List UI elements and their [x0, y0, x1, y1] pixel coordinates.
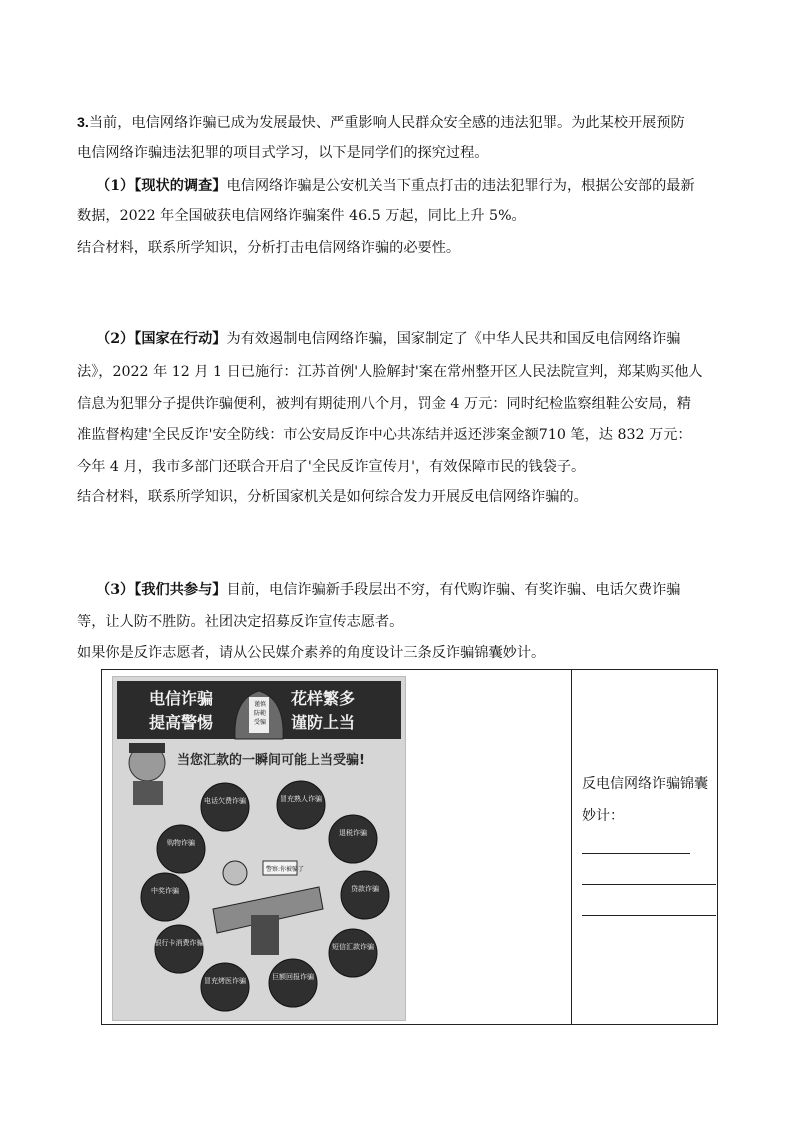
answer-label-1: 反电信网络诈骗锦囊 — [582, 776, 708, 792]
svg-text:谨慎: 谨慎 — [254, 701, 267, 708]
part3-task: 如果你是反诈志愿者，请从公民媒介素养的角度设计三条反诈骗锦囊妙计。 — [77, 645, 546, 661]
part1-line-2: 数据，2022 年全国破获电信网络诈骗案件 46.5 万起，同比上升 5%。 — [77, 208, 526, 224]
svg-text:银行卡消费诈骗: 银行卡消费诈骗 — [154, 939, 204, 947]
poster-banner: 当您汇款的一瞬间可能上当受骗! — [177, 753, 365, 768]
table-divider — [571, 669, 572, 1025]
answer-blank-2[interactable] — [582, 884, 716, 885]
part1-task: 结合材料，联系所学知识，分析打击电信网络诈骗的必要性。 — [77, 240, 461, 256]
part2-text-1: 为有效遏制电信网络诈骗，国家制定了《中华人民共和国反电信网络诈骗 — [226, 331, 681, 347]
part3-label: （3）【我们共参与】 — [96, 582, 227, 598]
part3-text-1: 目前，电信诈骗新手段层出不穷，有代购诈骗、有奖诈骗、电话欠费诈骗 — [226, 582, 681, 598]
part2-task: 结合材料，联系所学知识，分析国家机关是如何综合发力开展反电信网络诈骗的。 — [77, 489, 588, 505]
part3-line-1 — [96, 580, 680, 600]
svg-text:退税诈骗: 退税诈骗 — [339, 829, 367, 837]
svg-text:冒充熟人诈骗: 冒充熟人诈骗 — [280, 795, 322, 803]
part2-line-2: 法》，2022 年 12 月 1 日已施行：江苏首例'人脸解封'案在常州整开区人民法院宣判，郑某购买他人 — [77, 364, 703, 380]
answer-label-2: 妙计： — [582, 808, 624, 824]
poster-title-left-2: 提高警惕 — [149, 713, 214, 732]
svg-text:受骗: 受骗 — [254, 719, 267, 726]
question-number: 3. — [77, 115, 89, 131]
answer-blank-1[interactable] — [582, 853, 690, 854]
anti-fraud-poster-image — [112, 676, 406, 1021]
question-intro-text: 当前，电信网络诈骗已成为发展最快、严重影响人民群众安全感的违法犯罪。为此某校开展预防 — [88, 115, 685, 131]
part2-line-1 — [96, 329, 680, 349]
svg-text:购物诈骗: 购物诈骗 — [167, 839, 195, 847]
part1-text-1: 电信网络诈骗是公安机关当下重点打击的违法犯罪行为，根据公安部的最新 — [226, 178, 695, 194]
poster-title-left-1: 电信诈骗 — [149, 689, 214, 708]
part2-line-3: 信息为犯罪分子提供诈骗便利，被判有期徒刑八个月，罚金 4 万元：同时纪检监察组鞋公安局，精 — [77, 396, 691, 412]
poster-title-right-1: 花样繁多 — [291, 689, 356, 708]
part2-line-5: 今年 4 月，我市多部门还联合开启了'全民反诈宣传月'，有效保障市民的钱袋子。 — [77, 459, 586, 475]
part1-line-1 — [96, 176, 695, 196]
svg-text:警察:你被骗了: 警察:你被骗了 — [266, 866, 305, 873]
part3-line-2: 等，让人防不胜防。社团决定招募反诈宣传志愿者。 — [77, 614, 404, 630]
question-intro-line-2: 电信网络诈骗违法犯罪的项目式学习，以下是同学们的探究过程。 — [77, 145, 489, 161]
svg-text:贷款诈骗: 贷款诈骗 — [351, 885, 379, 893]
svg-text:防範: 防範 — [254, 710, 267, 717]
poster-title-right-2: 谨防上当 — [291, 713, 356, 732]
question-intro-line-1 — [77, 113, 685, 133]
svg-text:电话欠费诈骗: 电话欠费诈骗 — [204, 797, 246, 805]
svg-text:巨额回报诈骗: 巨额回报诈骗 — [272, 973, 314, 981]
part2-label: （2）【国家在行动】 — [96, 331, 227, 347]
svg-text:冒充烤医诈骗: 冒充烤医诈骗 — [204, 977, 246, 985]
svg-text:中奖诈骗: 中奖诈骗 — [151, 887, 179, 895]
part2-line-4: 准监督构建'全民反诈'安全防线：市公安局反诈中心共冻结并返还涉案金额710 笔，达 832 万元： — [77, 427, 692, 443]
svg-text:短信汇款诈骗: 短信汇款诈骗 — [332, 943, 374, 951]
answer-blank-3[interactable] — [582, 915, 716, 916]
part1-label: （1）【现状的调查】 — [96, 178, 227, 194]
